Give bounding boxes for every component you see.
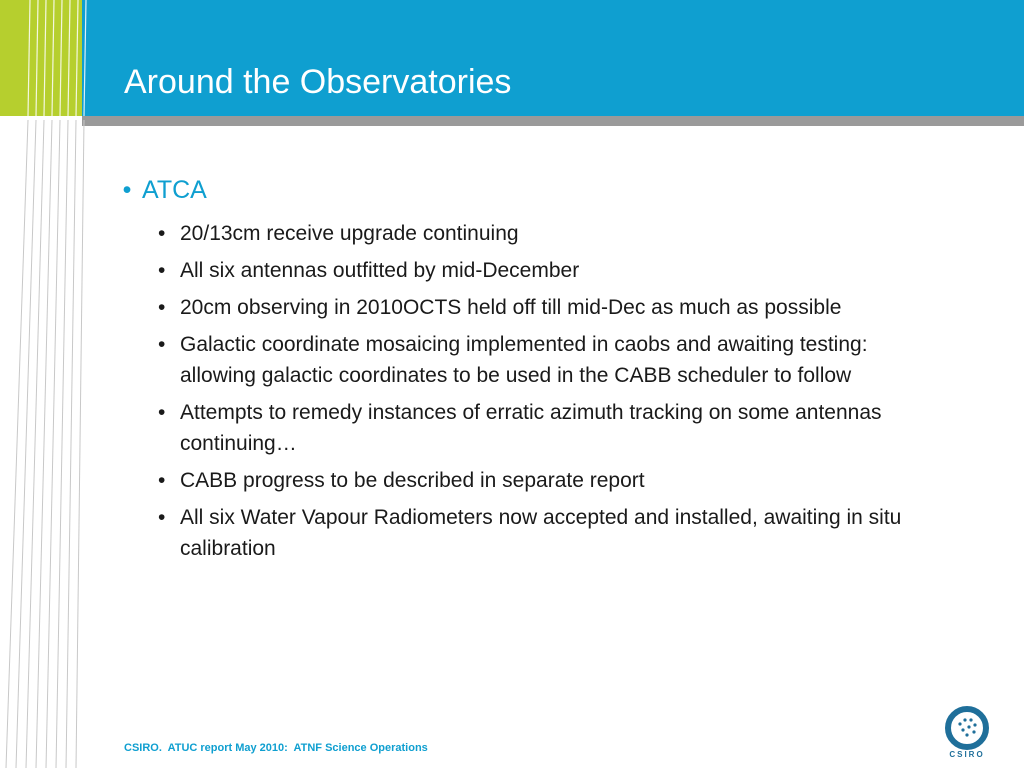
list-item-text: Galactic coordinate mosaicing implemented in caobs and awaiting testing: allowing galactic coordinates to be used in the CABB scheduler to follow xyxy=(180,333,868,387)
list-item xyxy=(155,292,942,323)
csiro-logo-icon xyxy=(945,706,989,750)
logo-wordmark: CSIRO xyxy=(949,750,985,759)
bullet-icon: • xyxy=(158,401,166,424)
bullet-icon: • xyxy=(158,506,166,529)
footer-text: CSIRO. ATUC report May 2010: ATNF Science Operations xyxy=(124,742,428,754)
list-item-text: Attempts to remedy instances of erratic azimuth tracking on some antennas continuing… xyxy=(180,401,882,455)
section-heading xyxy=(112,172,942,208)
title-underline xyxy=(82,116,1024,126)
slide-title: Around the Observatories xyxy=(124,63,512,101)
bullet-icon: • xyxy=(158,259,166,282)
slide-content xyxy=(112,172,942,570)
list-item-text: 20cm observing in 2010OCTS held off till mid-Dec as much as possible xyxy=(180,296,842,319)
bullet-icon: • xyxy=(158,333,166,356)
list-item xyxy=(155,329,942,391)
bullet-icon: • xyxy=(122,176,132,204)
list-item xyxy=(155,218,942,249)
bullet-icon: • xyxy=(158,469,166,492)
bullet-icon: • xyxy=(158,296,166,319)
list-item xyxy=(155,502,942,564)
list-item-text: All six antennas outfitted by mid-December xyxy=(180,259,580,282)
list-item-text: CABB progress to be described in separate report xyxy=(180,469,645,492)
section-heading-text: ATCA xyxy=(142,176,207,204)
list-item-text: 20/13cm receive upgrade continuing xyxy=(180,222,519,245)
bullet-icon: • xyxy=(158,222,166,245)
list-item xyxy=(155,465,942,496)
list-item-text: All six Water Vapour Radiometers now accepted and installed, awaiting in situ calibration xyxy=(180,506,902,560)
decorative-lines xyxy=(0,0,110,768)
csiro-logo xyxy=(945,706,989,762)
bullet-list xyxy=(112,218,942,564)
list-item xyxy=(155,397,942,459)
list-item xyxy=(155,255,942,286)
